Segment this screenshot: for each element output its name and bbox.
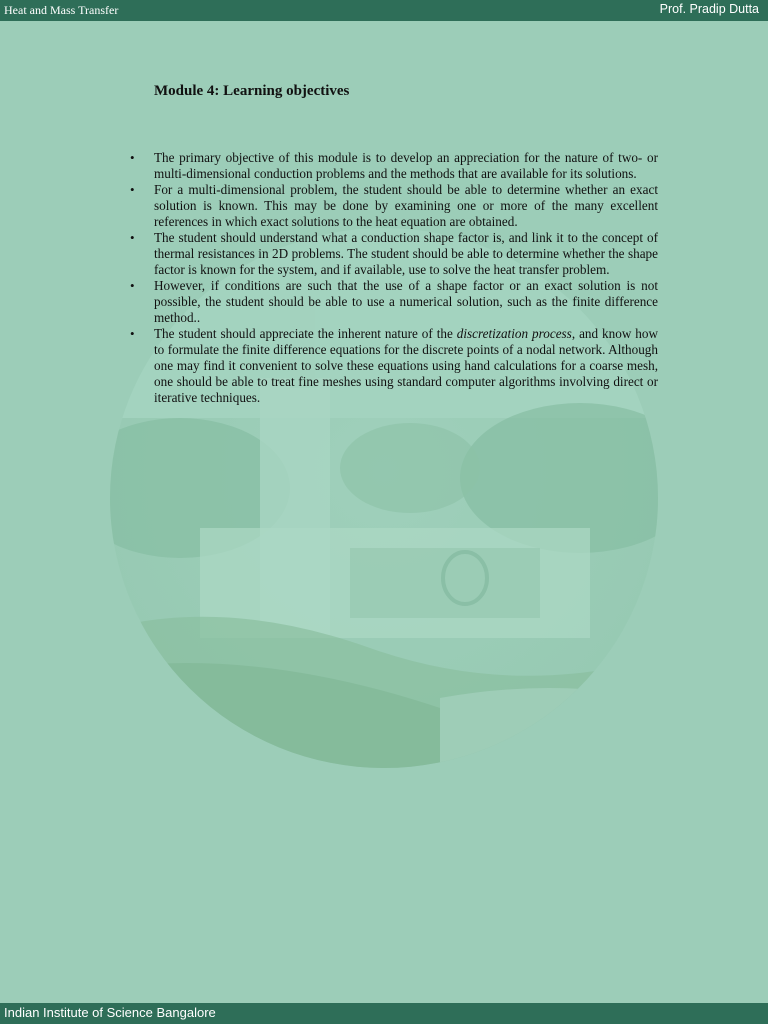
header-bar bbox=[0, 0, 768, 21]
list-item bbox=[130, 182, 658, 230]
bullet-icon: • bbox=[130, 326, 135, 341]
objective-emphasis: discretization process bbox=[456, 326, 572, 341]
bullet-icon: • bbox=[130, 230, 135, 245]
list-item bbox=[130, 150, 658, 182]
bullet-icon: • bbox=[130, 182, 135, 197]
bullet-icon: • bbox=[130, 278, 135, 293]
objective-text: The student should appreciate the inherent nature of the bbox=[154, 326, 457, 341]
objective-text: The student should understand what a conduction shape factor is, and link it to the concept of thermal resistances in 2D problems. The student should be able to determine whether the shape factor is known for the system, and if available, use to solve the heat transfer problem. bbox=[154, 230, 658, 277]
header-author: Prof. Pradip Dutta bbox=[659, 2, 759, 16]
objective-text-continued: , and know how to formulate the finite difference equations for the discrete points of a nodal network. Although one may find it convenient to solve these equations using hand calculations for a coarse mesh, one should be able to treat fine meshes using standard computer algorithms involving direct or iterative techniques. bbox=[154, 326, 659, 405]
list-item bbox=[130, 326, 659, 406]
objective-text: The primary objective of this module is to develop an appreciation for the nature of two- or multi-dimensional conduction problems and the methods that are available for its solutions. bbox=[154, 150, 658, 181]
module-title: Module 4: Learning objectives bbox=[154, 83, 350, 99]
objective-text: However, if conditions are such that the use of a shape factor or an exact solution is not possible, the student should be able to use a numerical solution, such as the finite difference method.. bbox=[154, 278, 658, 325]
list-item bbox=[130, 230, 658, 278]
list-item bbox=[130, 278, 658, 326]
footer-institution: Indian Institute of Science Bangalore bbox=[4, 1005, 216, 1020]
objectives-list bbox=[130, 150, 659, 406]
header-course-title: Heat and Mass Transfer bbox=[4, 3, 119, 17]
footer-bar bbox=[0, 1003, 768, 1024]
objective-text: For a multi-dimensional problem, the student should be able to determine whether an exact solution is known. This may be done by examining one or more of the many excellent references in which exact solutions to the heat equation are obtained. bbox=[154, 182, 658, 229]
bullet-icon: • bbox=[130, 150, 135, 165]
